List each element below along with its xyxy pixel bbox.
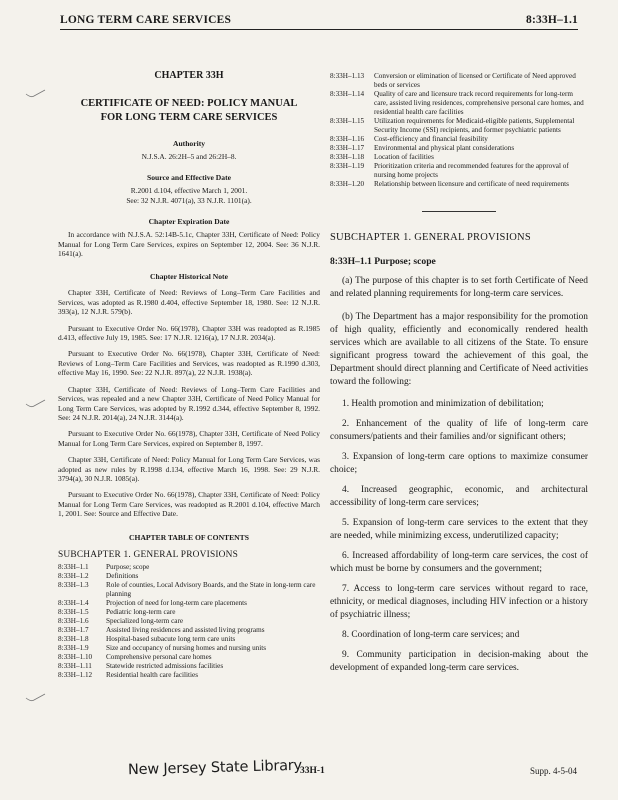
toc-number: 8:33H–1.1	[58, 562, 89, 571]
section-heading: 8:33H–1.1 Purpose; scope	[330, 256, 436, 267]
section-divider	[422, 211, 496, 212]
toc-number: 8:33H–1.2	[58, 571, 89, 580]
toc-number: 8:33H–1.12	[58, 670, 93, 679]
margin-check-mark	[24, 692, 48, 706]
authority-text: N.J.S.A. 26:2H–5 and 26:2H–8.	[141, 152, 237, 161]
toc-number: 8:33H–1.6	[58, 616, 89, 625]
subchapter-heading: SUBCHAPTER 1. GENERAL PROVISIONS	[330, 232, 531, 243]
running-header	[60, 14, 578, 30]
toc-number: 8:33H–1.16	[330, 135, 365, 143]
toc-title: Utilization requirements for Medicaid-eligible patients, Supplemental Security Income (SSI) recipients, and former psychiatric patients	[374, 117, 575, 134]
page-number: 33H-1	[300, 766, 325, 776]
toc-number: 8:33H–1.7	[58, 625, 89, 634]
toc-row	[58, 626, 320, 635]
library-stamp: New Jersey State Library	[127, 757, 303, 779]
toc-title: Purpose; scope	[106, 562, 150, 571]
list-item: 4. Increased geographic, economic, and architectural accessibility of long-term care services;	[330, 485, 588, 508]
toc-row	[330, 180, 588, 189]
toc-row	[58, 572, 320, 581]
toc-number: 8:33H–1.13	[330, 72, 365, 80]
right-column	[330, 72, 588, 675]
chapter-title-line: FOR LONG TERM CARE SERVICES	[100, 112, 278, 123]
toc-title: Location of facilities	[374, 153, 434, 161]
toc-number: 8:33H–1.20	[330, 180, 365, 188]
toc-title: Quality of care and licensure track record requirements for long-term care, assisted living residences, comprehensive personal care homes, and residential health care facilities	[374, 90, 584, 116]
toc-title: Size and occupancy of nursing homes and nursing units	[106, 643, 267, 652]
margin-check-mark	[24, 398, 48, 412]
history-note: Chapter 33H, Certificate of Need: Policy Manual for Long Term Care Services, was adopted as new rules by R.1998 d.134, effective March 16, 1998. See: 29 N.J.R. 3794(a), 30 N.J.R. 1085(a).	[58, 455, 320, 483]
toc-title: Specialized long-term care	[106, 616, 184, 625]
toc-row	[330, 135, 588, 144]
toc-number: 8:33H–1.5	[58, 607, 89, 616]
toc-title: Prioritization criteria and recommended features for the approval of nursing home projects	[374, 162, 569, 179]
chapter-title-line: CERTIFICATE OF NEED: POLICY MANUAL	[80, 98, 298, 109]
supplement-date: Supp. 4-5-04	[530, 766, 577, 776]
history-note: Pursuant to Executive Order No. 66(1978), Chapter 33H, Certificate of Need: Policy Manual for Long Term Care Services, was readopted as R.2001 d.104, effective March 1, 2001. See: Source and Effective Date.	[58, 490, 320, 519]
toc-number: 8:33H–1.19	[330, 162, 365, 170]
toc-row	[58, 671, 320, 680]
toc-number: 8:33H–1.17	[330, 144, 365, 152]
list-item: 7. Access to long-term care services without regard to race, ethnicity, or medical diagnoses, including HIV infection or a history of psychiatric illness;	[330, 584, 588, 620]
list-item: 2. Enhancement of the quality of life of long-term care consumers/patients and their families and/or significant others;	[330, 419, 588, 442]
toc-row	[58, 563, 320, 572]
left-column	[58, 70, 320, 680]
toc-title: Statewide restricted admissions facilities	[106, 661, 224, 670]
toc-title: Conversion or elimination of licensed or Certificate of Need approved beds or services	[374, 72, 576, 89]
toc-row	[330, 117, 588, 135]
table-of-contents-continued	[330, 72, 588, 189]
expiration-text: In accordance with N.J.S.A. 52:14B-5.1c, Chapter 33H, Certificate of Need: Policy Manual for Long Term Care Services, expires on September 12, 2004. See: 36 N.J.R. 1641(a).	[58, 230, 320, 259]
toc-row	[58, 608, 320, 617]
toc-title: Residential health care facilities	[106, 670, 198, 679]
toc-row	[58, 581, 320, 599]
toc-title: Definitions	[106, 571, 139, 580]
toc-title: Environmental and physical plant considerations	[374, 144, 515, 152]
toc-title: Pediatric long-term care	[106, 607, 176, 616]
authority-heading: Authority	[172, 139, 206, 148]
toc-title: Assisted living residences and assisted living programs	[106, 625, 265, 634]
toc-row	[330, 144, 588, 153]
table-of-contents	[58, 563, 320, 680]
paragraph-a: (a) The purpose of this chapter is to set forth Certificate of Need and related planning requirements for long-term care services.	[330, 276, 588, 299]
toc-heading: CHAPTER TABLE OF CONTENTS	[129, 532, 249, 542]
source-heading: Source and Effective Date	[146, 173, 231, 183]
toc-row	[58, 662, 320, 671]
list-item: 3. Expansion of long-term care options to maximize consumer choice;	[330, 452, 588, 475]
toc-number: 8:33H–1.14	[330, 90, 365, 98]
toc-number: 8:33H–1.3	[58, 580, 89, 589]
history-note: Chapter 33H, Certificate of Need: Reviews of Long–Term Care Facilities and Services, was repealed and a new Chapter 33H, Certificate of Need Policy Manual for Long Term Care Services, was adopted by R.1992 d.344, effective September 8, 1992. See: 24 N.J.R. 2014(a), 24 N.J.R. 3144(a).	[58, 384, 320, 422]
history-note: Chapter 33H, Certificate of Need: Reviews of Long–Term Care Facilities and Services, was adopted as R.1980 d.404, effective September 18, 1980. See: 12 N.J.R. 393(a), 12 N.J.R. 579(b).	[58, 288, 320, 317]
list-item: 5. Expansion of long-term care services to the extent that they are needed, while minimizing excess, underutilized capacity;	[330, 518, 588, 541]
source-line: R.2001 d.104, effective March 1, 2001.	[130, 186, 248, 196]
list-item: 9. Community participation in decision-making about the development of expanded long-term care services.	[330, 650, 588, 673]
toc-title: Comprehensive personal care homes	[106, 652, 212, 661]
toc-row	[58, 644, 320, 653]
toc-number: 8:33H–1.4	[58, 598, 89, 607]
toc-title: Role of counties, Local Advisory Boards, and the State in long-term care planning	[106, 580, 316, 598]
toc-number: 8:33H–1.8	[58, 634, 89, 643]
chapter-number: CHAPTER 33H	[154, 70, 224, 81]
toc-title: Relationship between licensure and certificate of need requirements	[374, 180, 569, 188]
toc-title: Hospital-based subacute long term care units	[106, 634, 236, 643]
toc-row	[330, 162, 588, 180]
header-section: 8:33H–1.1	[526, 14, 578, 26]
list-item: 1. Health promotion and minimization of debilitation;	[342, 399, 544, 409]
toc-subchapter: SUBCHAPTER 1. GENERAL PROVISIONS	[58, 549, 239, 560]
paragraph-b: (b) The Department has a major responsibility for the promotion of high quality, efficiently and economically rendered health services which are available to all citizens of the State. To ensure significant progress toward the achievement of this goal, the Department should direct planning and Certificate of Need activities toward the following:	[330, 312, 588, 387]
toc-row	[330, 90, 588, 117]
toc-row	[58, 635, 320, 644]
header-title: LONG TERM CARE SERVICES	[60, 14, 232, 26]
toc-row	[330, 153, 588, 162]
toc-row	[330, 72, 588, 90]
history-heading: Chapter Historical Note	[150, 272, 228, 282]
toc-number: 8:33H–1.11	[58, 661, 92, 670]
toc-number: 8:33H–1.18	[330, 153, 365, 161]
toc-row	[58, 617, 320, 626]
expiration-heading: Chapter Expiration Date	[148, 217, 230, 227]
toc-title: Cost-efficiency and financial feasibility	[374, 135, 488, 143]
margin-check-mark	[24, 88, 48, 102]
history-note: Pursuant to Executive Order No. 66(1978), Chapter 33H was readopted as R.1985 d.413, effective July 19, 1985. See: 17 N.J.R. 1216(a), 17 N.J.R. 2034(a).	[58, 323, 320, 343]
list-item: 6. Increased affordability of long-term care services, the cost of which must be borne by consumers and the government;	[330, 551, 588, 574]
toc-row	[58, 653, 320, 662]
toc-number: 8:33H–1.10	[58, 652, 93, 661]
toc-number: 8:33H–1.9	[58, 643, 89, 652]
toc-number: 8:33H–1.15	[330, 117, 365, 125]
toc-title: Projection of need for long-term care placements	[106, 598, 247, 607]
list-item: 8. Coordination of long-term care services; and	[342, 630, 520, 640]
history-note: Pursuant to Executive Order No. 66(1978), Chapter 33H, Certificate of Need: Reviews of Long–Term Care Facilities and Services, was readopted as R.1990 d.303, effective May 16, 1990. See: 22 N.J.R. 897(a), 22 N.J.R. 1938(a).	[58, 349, 320, 378]
history-note: Pursuant to Executive Order No. 66(1978), Chapter 33H, Certificate of Need Policy Manual for Long Term Care Services, expired on September 8, 1997.	[58, 429, 320, 448]
chapter-title	[58, 97, 320, 125]
source-line: See: 32 N.J.R. 4071(a), 33 N.J.R. 1101(a).	[126, 195, 252, 205]
toc-row	[58, 599, 320, 608]
